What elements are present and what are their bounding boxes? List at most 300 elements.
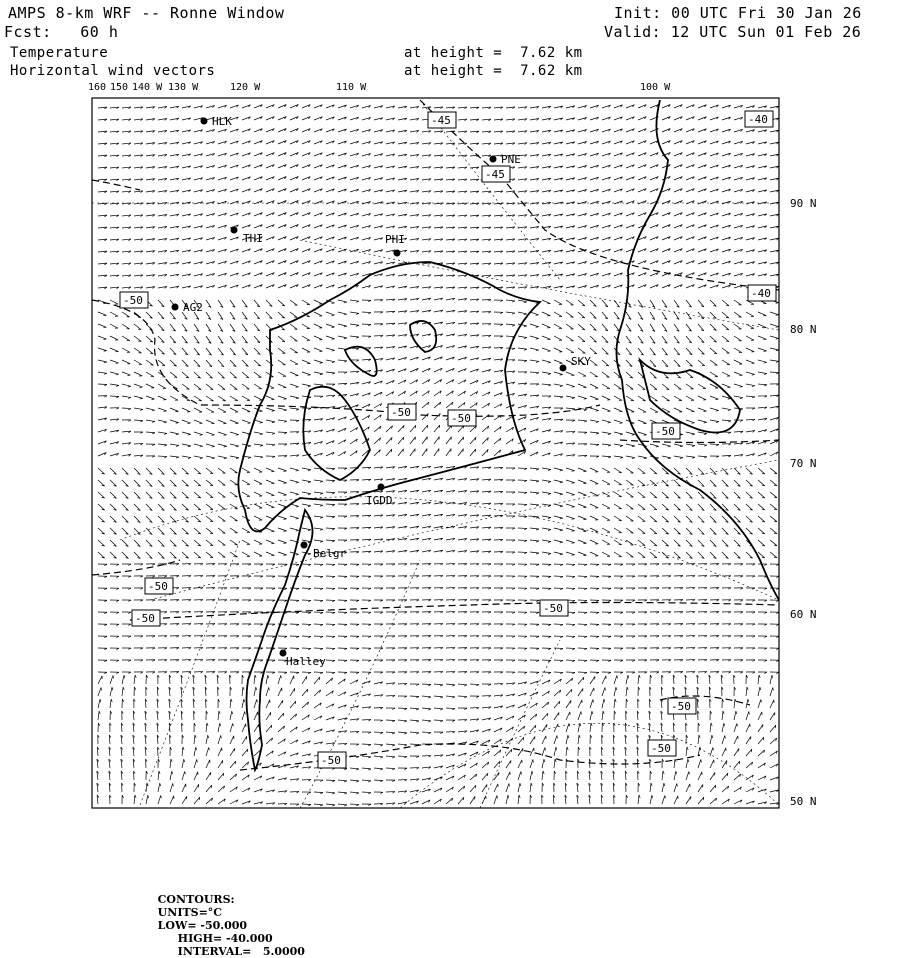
wind-vector <box>650 528 657 534</box>
wind-vector-head <box>332 339 335 340</box>
wind-vector <box>758 480 765 486</box>
wind-vector <box>302 468 311 470</box>
wind-vector <box>110 552 116 558</box>
wind-vector <box>530 480 539 481</box>
wind-vector <box>530 540 539 541</box>
wind-vector <box>98 528 105 534</box>
wind-vector <box>458 449 463 456</box>
wind-vector <box>590 492 598 496</box>
wind-vector-head <box>764 351 767 352</box>
wind-vector <box>182 504 189 510</box>
wind-vector <box>338 360 347 361</box>
wind-vector <box>242 396 250 400</box>
wind-vector-head <box>344 302 347 303</box>
wind-vector <box>602 528 610 532</box>
wind-vector <box>770 324 779 327</box>
wind-vector-head <box>572 543 575 544</box>
wind-vector <box>698 336 704 343</box>
wind-vector <box>254 360 261 366</box>
wind-vector <box>602 300 608 307</box>
wind-vector <box>278 528 287 531</box>
wind-vector-head <box>296 518 299 519</box>
forecast-hour: Fcst: 60 h <box>4 23 118 41</box>
wind-vector <box>98 336 106 339</box>
wind-vector <box>98 492 105 498</box>
wind-vector <box>398 425 404 432</box>
wind-vector <box>242 348 248 355</box>
wind-vector <box>614 420 623 423</box>
wind-vector <box>314 516 323 517</box>
wind-vector <box>698 312 704 319</box>
wind-vector <box>770 468 777 474</box>
wind-vector <box>278 360 286 365</box>
wind-vector-head <box>260 445 263 446</box>
wind-vector <box>590 396 598 399</box>
wind-vector-head <box>536 327 539 328</box>
wind-vector <box>758 312 766 316</box>
wind-vector-head <box>248 423 251 424</box>
wind-vector <box>266 300 272 306</box>
wind-vector <box>206 432 215 435</box>
wind-vector <box>170 504 176 510</box>
wind-vector <box>602 432 611 434</box>
wind-vector <box>146 420 155 421</box>
wind-vector <box>302 336 310 340</box>
wind-vector <box>590 528 598 532</box>
wind-vector <box>158 492 164 498</box>
wind-vector-head <box>548 482 551 483</box>
wind-vector <box>686 336 692 343</box>
wind-vector <box>710 348 717 354</box>
wind-vector <box>110 300 118 304</box>
wind-vector-head <box>224 435 227 436</box>
wind-vector <box>110 360 119 363</box>
wind-vector <box>674 540 680 546</box>
wind-vector <box>734 504 740 510</box>
wind-vector <box>290 384 299 387</box>
wind-vector <box>302 300 310 305</box>
wind-vector <box>542 468 551 470</box>
wind-vector <box>710 312 716 318</box>
wind-vector <box>230 384 237 389</box>
wind-vector-head <box>776 350 779 351</box>
height-label-1: at height = 7.62 km <box>404 44 583 62</box>
wind-vector <box>98 372 107 373</box>
wind-vector <box>590 408 599 410</box>
wind-vector <box>290 324 297 329</box>
wind-vector <box>134 468 140 474</box>
wind-vector <box>638 528 645 534</box>
wind-vector <box>158 312 164 319</box>
wind-vector <box>326 480 335 481</box>
wind-vector <box>674 504 680 510</box>
wind-vector <box>218 528 225 533</box>
wind-vector-head <box>536 350 539 351</box>
wind-vector-head <box>560 530 563 531</box>
wind-vector <box>542 360 551 362</box>
wind-vector <box>722 468 728 474</box>
wind-vector-head <box>728 410 731 411</box>
wind-vector-head <box>572 483 575 484</box>
wind-vector-head <box>620 446 623 447</box>
wind-vector <box>278 552 287 555</box>
wind-vector <box>770 480 777 486</box>
wind-vector-head <box>572 398 575 399</box>
wind-vector <box>146 528 152 534</box>
wind-vector-head <box>284 531 287 532</box>
wind-vector-head <box>656 446 659 447</box>
wind-vector-head <box>716 422 719 423</box>
wind-vector <box>182 468 189 474</box>
wind-vector <box>542 348 551 351</box>
wind-vector <box>746 312 754 316</box>
wind-vector-head <box>776 338 779 339</box>
wind-vector <box>542 540 551 542</box>
wind-vector <box>626 372 633 378</box>
wind-vector <box>158 480 164 486</box>
field-wind-label: Horizontal wind vectors <box>10 62 215 80</box>
wind-vector <box>698 456 707 457</box>
wind-vector-head <box>200 458 203 459</box>
wind-vector-head <box>356 325 359 326</box>
wind-vector-head <box>548 542 551 543</box>
wind-vector <box>134 384 142 387</box>
wind-vector-head <box>572 387 575 388</box>
wind-vector <box>626 552 633 557</box>
wind-vector <box>626 492 633 497</box>
wind-vector-head <box>776 303 779 304</box>
wind-vector <box>614 432 623 434</box>
wind-vector <box>266 540 274 543</box>
wind-vector <box>230 480 238 485</box>
wind-vector <box>698 552 704 558</box>
wind-vector <box>242 492 250 496</box>
wind-vector <box>302 384 311 386</box>
wind-vector <box>470 437 476 444</box>
wind-vector <box>314 480 323 481</box>
wind-vector <box>602 516 610 520</box>
wind-vector <box>626 444 635 446</box>
wind-vector <box>686 528 692 534</box>
wind-vector <box>542 516 551 518</box>
wind-vector <box>278 384 286 388</box>
wind-vector <box>614 456 623 457</box>
wind-vector <box>650 360 656 367</box>
wind-vector <box>602 420 611 422</box>
wind-vector <box>290 360 298 364</box>
wind-vector-head <box>764 362 767 363</box>
wind-vector-head <box>284 483 287 484</box>
wind-vector <box>590 324 596 330</box>
wind-vector <box>710 540 716 546</box>
wind-vector <box>578 336 585 342</box>
wind-vector-head <box>296 506 299 507</box>
wind-vector <box>638 504 645 510</box>
wind-vector <box>734 324 741 329</box>
wind-vector-head <box>668 458 671 459</box>
wind-vector <box>254 312 260 319</box>
wind-vector <box>242 384 249 389</box>
wind-vector <box>158 528 164 534</box>
wind-vector <box>314 336 322 340</box>
wind-vector <box>578 540 586 543</box>
wind-vector <box>122 324 130 329</box>
wind-vector <box>290 516 299 518</box>
wind-vector-head <box>536 315 539 316</box>
wind-vector <box>350 324 359 325</box>
wind-vector-head <box>572 519 575 520</box>
wind-vector <box>626 396 634 401</box>
wind-vector <box>110 396 119 397</box>
wind-vector <box>278 420 287 421</box>
wind-vector <box>578 300 585 306</box>
wind-vector <box>770 528 777 534</box>
wind-vector <box>158 396 166 400</box>
wind-vector <box>770 504 777 510</box>
wind-vector <box>290 408 299 409</box>
wind-vector <box>638 420 646 423</box>
wind-vector <box>674 456 683 458</box>
wind-vector <box>602 348 608 354</box>
wind-vector-head <box>272 422 275 423</box>
wind-vector <box>650 516 657 522</box>
wind-vector <box>638 552 645 558</box>
wind-vector <box>566 552 575 555</box>
wind-vector <box>614 552 622 557</box>
wind-vector <box>554 468 563 470</box>
wind-vector <box>506 324 515 325</box>
wind-vector-head <box>320 374 323 375</box>
wind-vector <box>302 540 311 542</box>
wind-vector <box>254 444 263 445</box>
wind-vector <box>722 384 730 387</box>
wind-vector <box>206 552 213 558</box>
wind-vector <box>170 480 176 486</box>
wind-vector <box>110 528 116 534</box>
wind-vector <box>674 528 680 534</box>
wind-vector <box>182 408 190 412</box>
wind-vector <box>170 432 179 434</box>
wind-vector <box>662 540 669 546</box>
wind-vector <box>554 336 562 340</box>
wind-vector <box>122 504 128 510</box>
wind-vector-head <box>308 530 311 531</box>
wind-vector <box>146 408 155 410</box>
wind-vector <box>254 456 263 457</box>
wind-vector <box>554 480 563 482</box>
wind-vector <box>302 396 311 397</box>
wind-vector <box>278 480 287 483</box>
wind-vector <box>530 468 539 469</box>
wind-vector <box>218 384 225 390</box>
wind-vector <box>158 444 167 445</box>
wind-vector <box>182 360 188 366</box>
wind-vector <box>278 336 285 342</box>
wind-vector <box>602 336 608 343</box>
wind-vector <box>206 540 213 546</box>
wind-vector <box>266 408 275 411</box>
wind-vector <box>230 528 238 533</box>
wind-vector <box>98 516 105 522</box>
wind-vector <box>326 504 335 505</box>
wind-vector <box>398 449 403 456</box>
wind-vector <box>314 504 323 505</box>
wind-vector <box>650 504 657 510</box>
wind-vector-head <box>296 482 299 483</box>
wind-vector-head <box>356 313 359 314</box>
wind-vector <box>602 324 608 331</box>
wind-vector <box>218 408 226 412</box>
wind-vector <box>254 516 262 520</box>
wind-vector-head <box>536 361 539 362</box>
wind-vector <box>134 372 142 376</box>
wind-vector <box>566 516 575 519</box>
wind-vector <box>530 372 539 373</box>
wind-vector-head <box>560 482 563 483</box>
wind-vector-head <box>572 531 575 532</box>
wind-vector <box>626 480 633 485</box>
wind-vector-head <box>320 363 323 364</box>
wind-vector <box>146 492 152 498</box>
wind-vector-head <box>164 433 167 434</box>
wind-vector <box>230 360 236 367</box>
wind-vector <box>590 348 597 354</box>
wind-vector <box>254 372 261 377</box>
wind-vector <box>674 468 680 474</box>
wind-vector <box>530 312 539 315</box>
wind-vector <box>434 449 439 456</box>
wind-vector-head <box>152 421 155 422</box>
wind-vector <box>614 492 622 497</box>
wind-vector <box>350 312 359 313</box>
wind-vector <box>674 444 683 446</box>
wind-vector <box>650 480 657 486</box>
wind-vector <box>446 402 453 408</box>
wind-vector <box>566 540 575 543</box>
wind-vector <box>590 300 596 306</box>
wind-vector-head <box>560 542 563 543</box>
wind-vector <box>266 396 274 399</box>
wind-vector <box>698 540 704 546</box>
wind-vector-head <box>344 326 347 327</box>
wind-vector-head <box>176 445 179 446</box>
wind-vector <box>710 300 716 306</box>
wind-vector <box>686 468 692 474</box>
wind-vector-head <box>332 303 335 304</box>
init-time: Init: 00 UTC Fri 30 Jan 26 <box>614 4 862 22</box>
wind-vector <box>746 360 754 363</box>
wind-vector <box>326 360 335 362</box>
wind-vector-head <box>104 351 107 352</box>
wind-vector <box>698 420 707 422</box>
wind-vector <box>590 432 599 433</box>
field-temperature-label: Temperature <box>10 44 108 62</box>
wind-vector-head <box>224 458 227 459</box>
wind-vector-head <box>212 435 215 436</box>
wind-vector <box>182 420 190 423</box>
wind-vector-head <box>284 543 287 544</box>
wind-vector <box>110 336 118 340</box>
wind-vector <box>758 384 767 385</box>
wind-vector <box>290 372 298 376</box>
wind-vector <box>554 528 563 530</box>
wind-vector <box>218 456 227 458</box>
wind-vector <box>686 348 692 355</box>
wind-vector <box>158 456 167 457</box>
wind-vector <box>98 540 105 546</box>
wind-vector <box>770 312 779 315</box>
wind-vector <box>746 336 754 340</box>
wind-vector <box>122 480 128 486</box>
wind-vector <box>182 492 189 498</box>
wind-vector <box>314 324 322 328</box>
wind-vector-head <box>140 398 143 399</box>
wind-vector <box>722 552 728 558</box>
wind-vector <box>590 360 597 365</box>
wind-vector <box>170 468 176 474</box>
wind-vector <box>506 312 515 313</box>
wind-vector <box>242 528 250 532</box>
wind-vector <box>254 468 262 472</box>
wind-vector <box>182 552 189 558</box>
wind-vector <box>206 480 213 486</box>
wind-vector <box>710 528 716 534</box>
wind-vector <box>434 425 440 432</box>
wind-vector <box>314 372 323 374</box>
wind-vector-head <box>296 554 299 555</box>
wind-vector <box>674 516 680 522</box>
wind-vector <box>146 348 153 354</box>
wind-vector <box>602 480 610 484</box>
wind-vector <box>506 300 515 301</box>
wind-vector-head <box>296 398 299 399</box>
wind-vector <box>290 528 299 530</box>
wind-vector <box>134 348 141 353</box>
wind-vector <box>122 372 130 375</box>
wind-vector <box>602 504 610 508</box>
wind-vector <box>686 456 695 457</box>
wind-vector <box>770 372 779 373</box>
wind-vector <box>350 336 359 337</box>
wind-vector <box>314 384 323 385</box>
wind-vector <box>770 360 779 361</box>
wind-vector <box>650 468 657 474</box>
wind-vector <box>662 516 669 522</box>
wind-vector <box>374 426 381 432</box>
wind-vector <box>134 492 140 498</box>
wind-vector <box>326 348 335 350</box>
wind-vector <box>434 402 441 408</box>
wind-vector <box>98 348 107 351</box>
wind-vector <box>194 384 201 389</box>
wind-vector <box>170 516 176 522</box>
wind-vector <box>374 438 381 444</box>
wind-vector <box>134 528 140 534</box>
wind-vector <box>422 402 429 408</box>
wind-vector <box>290 300 297 305</box>
wind-vector <box>530 324 539 327</box>
wind-vector <box>734 360 742 364</box>
wind-vector <box>254 552 262 556</box>
wind-vector-head <box>752 386 755 387</box>
wind-vector <box>722 336 729 342</box>
wind-vector <box>290 336 297 341</box>
wind-vector <box>746 552 753 558</box>
wind-vector <box>674 396 682 401</box>
wind-vector <box>230 540 238 545</box>
wind-vector-head <box>548 530 551 531</box>
wind-vector <box>638 432 647 435</box>
